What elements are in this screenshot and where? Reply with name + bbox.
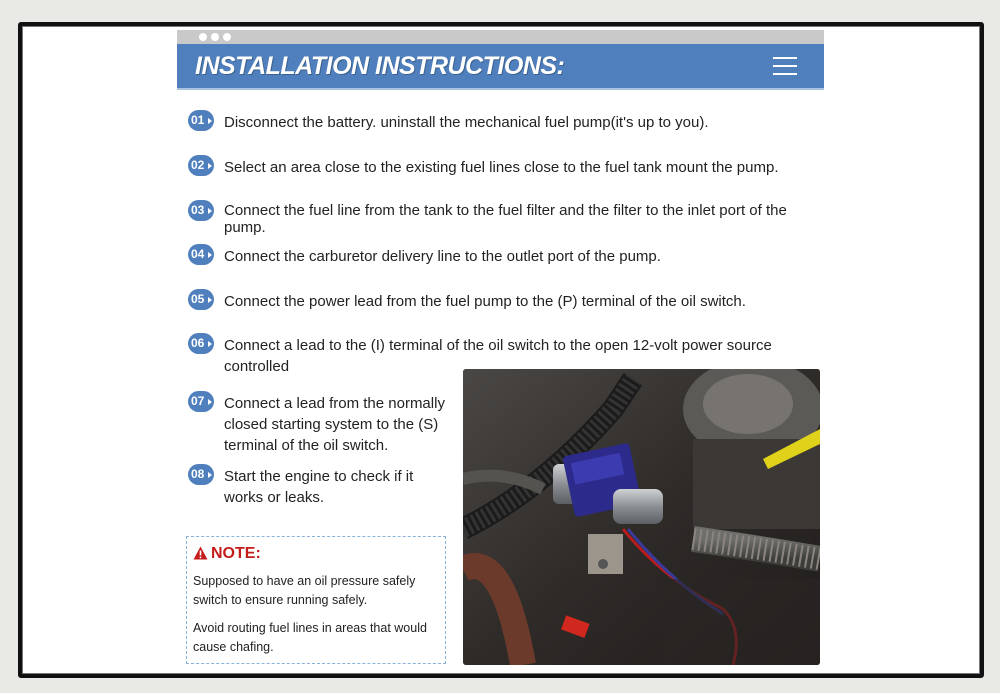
window-dot-icon [199, 33, 207, 41]
step-text: Select an area close to the existing fuel lines close to the fuel tank mount the pump. [224, 159, 779, 176]
step-text: Start the engine to check if it works or leaks. [224, 468, 414, 506]
step-number-badge: 06 [188, 333, 214, 354]
step-text: Connect the power lead from the fuel pump to the (P) terminal of the oil switch. [224, 293, 746, 310]
step-number-badge: 01 [188, 110, 214, 131]
step-text: Connect a lead from the normally closed starting system to the (S) terminal of the oil switch. [224, 395, 445, 454]
instructions-header [177, 44, 824, 90]
step-number-badge: 02 [188, 155, 214, 176]
note-heading [193, 545, 261, 563]
step-text: Connect the fuel line from the tank to the fuel filter and the filter to the inlet port of the pump. [224, 202, 787, 236]
engine-bay-illustration [463, 369, 820, 665]
step-text: Connect a lead to the (I) terminal of the oil switch to the open 12-volt power source controlled [224, 337, 772, 375]
window-title-bar [177, 30, 824, 44]
step-number-badge: 04 [188, 244, 214, 265]
step-text: Disconnect the battery. uninstall the mechanical fuel pump(it's up to you). [224, 114, 709, 131]
warning-icon [193, 546, 208, 560]
note-box [186, 536, 446, 664]
hamburger-menu-icon[interactable] [773, 57, 797, 75]
fuel-pump-installation-photo [463, 369, 820, 665]
step-text: Connect the carburetor delivery line to the outlet port of the pump. [224, 248, 661, 265]
page-title: INSTALLATION INSTRUCTIONS: [195, 52, 565, 80]
step-number-badge: 07 [188, 391, 214, 412]
note-title: NOTE: [211, 545, 261, 562]
note-paragraph: Supposed to have an oil pressure safely switch to ensure running safely. [193, 574, 416, 607]
step-number-badge: 05 [188, 289, 214, 310]
note-paragraph: Avoid routing fuel lines in areas that would cause chafing. [193, 621, 427, 654]
window-dot-icon [223, 33, 231, 41]
step-number-badge: 08 [188, 464, 214, 485]
step-number-badge: 03 [188, 200, 214, 221]
window-dot-icon [211, 33, 219, 41]
